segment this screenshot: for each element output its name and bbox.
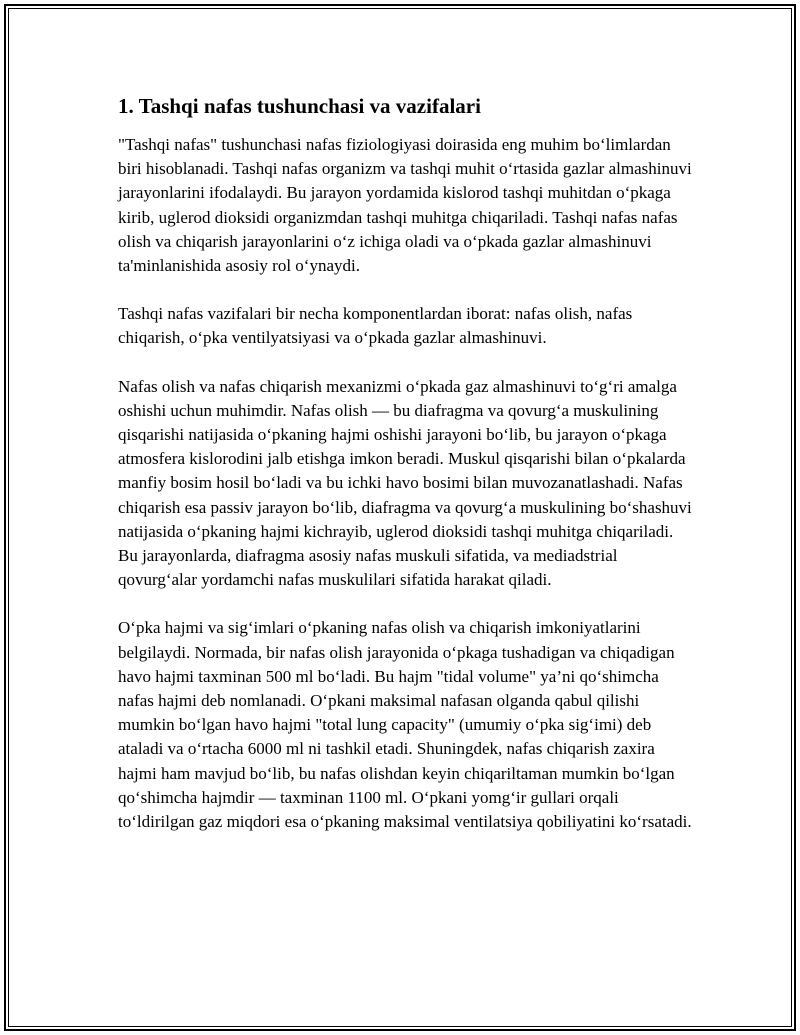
paragraph-functions: Tashqi nafas vazifalari bir necha komponentlardan iborat: nafas olish, nafas chiqarish, o‘pka ventilyatsiyasi va o‘pkada gazlar almashinuvi.: [118, 304, 633, 348]
section-heading: 1. Tashqi nafas tushunchasi va vazifalari: [118, 94, 481, 118]
document-body: [118, 92, 693, 858]
paragraph-intro: "Tashqi nafas" tushunchasi nafas fiziologiyasi doirasida eng muhim bo‘limlardan biri hisoblanadi. Tashqi nafas organizm va tashqi muhit o‘rtasida gazlar almashinuvi jarayonlarini ifodalaydi. Bu jarayon yordamida kislorod tashqi muhitdan o‘pkaga kirib, uglerod dioksidi organizmdan tashqi muhitga chiqariladi. Tashqi nafas nafas olish va chiqarish jarayonlarini o‘z ichiga oladi va o‘pkada gazlar almashinuvi ta'minlanishida asosiy rol o‘ynaydi.: [118, 135, 692, 276]
paragraph-mechanism: Nafas olish va nafas chiqarish mexanizmi o‘pkada gaz almashinuvi to‘g‘ri amalga oshishi uchun muhimdir. Nafas olish — bu diafragma va qovurg‘a muskulining qisqarishi natijasida o‘pkaning hajmi oshishi jarayoni bo‘lib, bu jarayon o‘pkaga atmosfera kislorodini jalb etishga imkon beradi. Muskul qisqarishi bilan o‘pkalarda manfiy bosim hosil bo‘ladi va bu ichki havo bosimi bilan muvozanatlashadi. Nafas chiqarish esa passiv jarayon bo‘lib, diafragma va qovurg‘a muskulining bo‘shashuvi natijasida o‘pkaning hajmi kichrayib, uglerod dioksidi tashqi muhitga chiqariladi. Bu jarayonlarda, diafragma asosiy nafas muskuli sifatida, va mediadstrial qovurg‘alar yordamchi nafas muskulilari sifatida harakat qiladi.: [118, 376, 692, 590]
paragraph-volumes: O‘pka hajmi va sig‘imlari o‘pkaning nafas olish va chiqarish imkoniyatlarini belgilaydi. Normada, bir nafas olish jarayonida o‘pkaga tushadigan va chiqadigan havo hajmi taxminan 500 ml bo‘ladi. Bu hajm "tidal volume" ya’ni qo‘shimcha nafas hajmi deb nomlanadi. O‘pkani maksimal nafasan olganda qabul qilishi mumkin bo‘lgan havo hajmi "total lung capacity" (umumiy o‘pka sig‘imi) deb ataladi va o‘rtacha 6000 ml ni tashkil etadi. Shuningdek, nafas chiqarish zaxira hajmi ham mavjud bo‘lib, bu nafas olishdan keyin chiqariltaman mumkin bo‘lgan qo‘shimcha hajmdir — taxminan 1100 ml. O‘pkani yomg‘ir gullari orqali to‘ldirilgan gaz miqdori esa o‘pkaning maksimal ventilatsiya qobiliyatini ko‘rsatadi.: [118, 618, 692, 832]
